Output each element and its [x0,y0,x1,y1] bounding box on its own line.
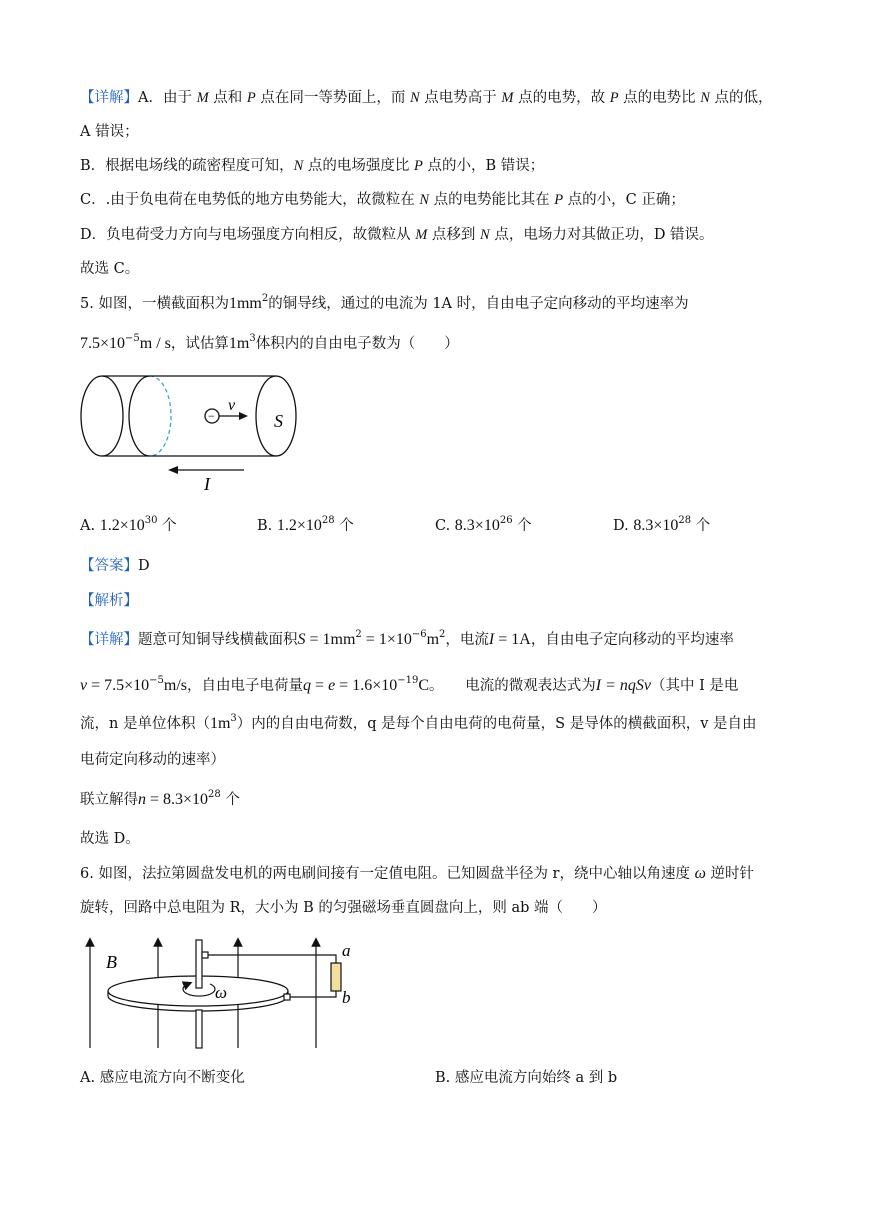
detail-tag: 【详解】 [80,90,138,106]
q6-stem-line2: 旋转，回路中总电阻为 R，大小为 B 的匀强磁场垂直圆盘向上，则 ab 端（ ） [80,900,607,916]
q4-detail-c: C．.由于负电荷在电势低的地方电势能大，故微粒在 N 点的电势能比其在 P 点的小，C 正确； [80,192,685,208]
q5-stem-line2: $7.5\times 10^{-5}m / s$，试估算$1m^3$体积内的自由电子数为（ ） [80,333,459,352]
q5-option-b: B. $1.2\times 10^{28}$ 个 [257,515,354,534]
q4-conclusion: 故选 C。 [80,261,140,277]
answer-tag: 【答案】 [80,558,138,574]
current-arrowhead [168,466,178,474]
axle-bottom [196,1010,202,1048]
q5-detail-line3: 流，n 是单位体积$(1m^3)$内的自由电荷数，q 是每个自由电荷的电荷量，S 是导体的横截面积，v 是自由 [80,713,757,732]
label-I: I [204,474,210,494]
brush-axle [202,952,208,958]
wire-left-end [81,376,123,456]
cross-section-solid [129,376,150,456]
brush-rim [284,994,290,1000]
q5-detail-line5: 联立解得$n = 8.3\times 10^{28}$ 个 [80,789,240,808]
q5-answer: 【答案】D [80,558,150,574]
q5-option-c: C. $8.3\times 10^{26}$ 个 [435,515,532,534]
label-v: v [228,397,236,414]
circuit-wire-bottom [290,991,336,997]
label-B: B [106,952,117,972]
q5-option-d: D. $8.3\times 10^{28}$ 个 [613,515,711,534]
q5-stem-line1: 5. 如图，一横截面积为$1mm^2$的铜导线，通过的电流为 1A 时，自由电子定向移动的平均速率为 [80,293,689,312]
q5-analysis-tag: 【解析】 [80,593,138,609]
q6-option-a: A. 感应电流方向不断变化 [80,1070,245,1086]
q5-option-a: A. $1.2\times 10^{30}$ 个 [80,515,177,534]
q5-conclusion: 故选 D。 [80,831,140,847]
q4-detail-line2: A 错误； [80,124,139,140]
wire-figure [78,372,298,494]
faraday-disk-figure [78,930,368,1052]
electron-minus: − [208,409,215,423]
axle-top [196,940,202,988]
resistor [331,963,341,991]
cross-section-dashed [150,376,171,456]
label-S: S [274,411,283,431]
circuit-wire-top [208,955,336,963]
label-b: b [342,988,351,1007]
q4-detail-line1: 【详解】A．由于 M 点和 P 点在同一等势面上，而 N 点电势高于 M 点的电势，故 P 点的电势比 N 点的低， [80,90,773,106]
q4-detail-d: D．负电荷受力方向与电场强度方向相反，故微粒从 M 点移到 N 点，电场力对其做正功，D 错误。 [80,227,714,243]
q6-option-b: B. 感应电流方向始终 a 到 b [435,1070,618,1086]
label-omega: ω [215,983,228,1002]
q5-detail-line4: 电荷定向移动的速率） [80,752,225,768]
velocity-arrowhead [239,412,248,420]
q4-detail-b: B．根据电场线的疏密程度可知，N 点的电场强度比 P 点的小，B 错误； [80,158,545,174]
q5-detail-line2: $v = 7.5\times 10^{-5}m/s$，自由电子电荷量$q = e = 1.6\times 10^{-19}C$。 电流的微观表达式为I = nqSv（其中 I 是电 [80,675,739,694]
q5-detail-line1: 【详解】题意可知铜导线横截面积$S = 1mm^2 = 1\times 10^{-6}m^2$，电流I = 1A，自由电子定向移动的平均速率 [80,629,734,648]
label-a: a [342,941,351,960]
q6-stem-line1: 6. 如图，法拉第圆盘发电机的两电刷间接有一定值电阻。已知圆盘半径为 r，绕中心轴以角速度 ω 逆时针 [80,865,754,882]
